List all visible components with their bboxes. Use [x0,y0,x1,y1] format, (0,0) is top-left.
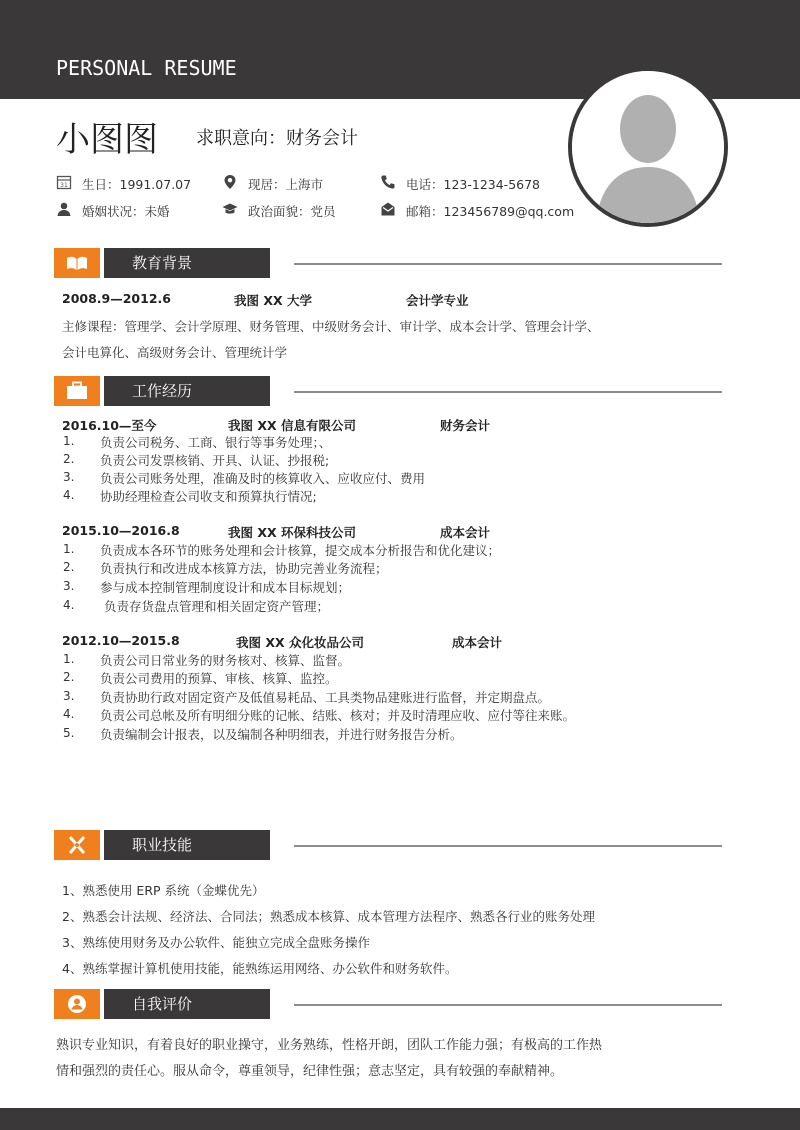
section-divider [294,1004,722,1006]
duty-number: 5. [63,726,75,740]
job-duty: 负责公司日常业务的财务核对、核算、监督。 [100,653,351,668]
job-duty: 负责公司总帐及所有明细分账的记帐、结账、核对；并及时清理应收、应付等往来账。 [100,708,576,723]
job-intent: 求职意向：财务会计 [196,128,358,149]
job-position: 财务会计 [440,418,491,433]
duty-number: 3. [63,579,75,593]
job-company: 我图 XX 众化妆品公司 [236,635,364,650]
self-evaluation-line-1: 熟识专业知识，有着良好的职业操守，业务熟练，性格开朗，团队工作能力强；有极高的工作热 [56,1038,603,1053]
duty-number: 1. [63,652,75,666]
job-duty: 负责存货盘点管理和相关固定资产管理； [104,599,330,614]
section-divider [294,845,722,847]
job-period: 2015.10—2016.8 [62,523,180,538]
person-silhouette-icon [572,71,724,223]
education-courses-line-1: 主修课程：管理学、会计学原理、财务管理、中级财务会计、审计学、成本会计学、管理会计学、 [62,319,600,334]
job-duty: 负责公司费用的预算、审核、核算、监控。 [100,671,338,686]
section-header-skills [54,830,722,860]
duty-number: 1. [63,434,75,448]
job-duty: 负责执行和改进成本核算方法，协助完善业务流程； [100,561,388,576]
job-duty: 负责成本各环节的账务处理和会计核算，提交成本分析报告和优化建议； [100,543,501,558]
duty-number: 4. [63,707,75,721]
job-company: 我图 XX 信息有限公司 [228,418,356,433]
skill-item: 4、熟练掌握计算机使用技能，能熟练运用网络、办公软件和财务软件。 [62,961,458,976]
mail-icon [380,201,396,217]
self-evaluation-line-2: 情和强烈的责任心。服从命令，尊重领导，纪律性强；意志坚定，具有较强的奉献精神。 [56,1064,564,1079]
section-divider [294,263,722,265]
job-duty: 参与成本控制管理制度设计和成本目标规划； [100,580,351,595]
resume-title: PERSONAL RESUME [56,56,237,80]
job-duty: 负责公司税务、工商、银行等事务处理；、 [100,435,332,450]
education-school: 我图 XX 大学 [234,293,312,308]
duty-number: 3. [63,689,75,703]
svg-text:31: 31 [60,182,68,189]
duty-number: 4. [63,488,75,502]
graduation-cap-icon [222,201,238,217]
job-company: 我图 XX 环保科技公司 [228,525,356,540]
avatar [568,67,728,227]
duty-number: 4. [63,598,75,612]
tools-icon [65,835,89,855]
job-duty: 负责公司发票核销、开具、认证、抄报税; [100,453,330,468]
section-title-work: 工作经历 [104,376,270,406]
user-icon [56,201,72,217]
job-duty: 负责公司账务处理，准确及时的核算收入、应收应付、费用 [100,471,426,486]
person-badge-icon [65,994,89,1014]
open-book-icon [65,253,89,273]
duty-number: 3. [63,470,75,484]
person-name: 小图图 [56,120,158,160]
section-title-education: 教育背景 [104,248,270,278]
education-period: 2008.9—2012.6 [62,291,171,306]
section-header-self-evaluation [54,989,722,1019]
job-period: 2012.10—2015.8 [62,633,180,648]
education-courses-line-2: 会计电算化、高级财务会计、管理统计学 [62,345,288,360]
job-duty: 负责协助行政对固定资产及低值易耗品、工具类物品建账进行监督，并定期盘点。 [100,690,551,705]
job-duty: 负责编制会计报表，以及编制各种明细表，并进行财务报告分析。 [100,727,463,742]
calendar-icon [56,174,72,190]
section-header-work [54,376,722,406]
job-position: 成本会计 [452,635,503,650]
footer-bar [0,1108,800,1130]
duty-number: 2. [63,452,75,466]
section-title-self-evaluation: 自我评价 [104,989,270,1019]
skill-item: 1、熟悉使用 ERP 系统（金蝶优先） [62,883,265,898]
duty-number: 1. [63,542,75,556]
job-period: 2016.10—至今 [62,418,157,433]
skill-item: 3、熟练使用财务及办公软件、能独立完成全盘账务操作 [62,935,370,950]
skill-item: 2、熟悉会计法规、经济法、合同法；熟悉成本核算、成本管理方法程序、熟悉各行业的账务处理 [62,909,595,924]
section-title-skills: 职业技能 [104,830,270,860]
job-duty: 协助经理检查公司收支和预算执行情况; [100,489,317,504]
duty-number: 2. [63,560,75,574]
briefcase-icon [65,381,89,401]
section-header-education [54,248,722,278]
education-major: 会计学专业 [406,293,469,308]
job-position: 成本会计 [440,525,491,540]
location-pin-icon [222,174,238,190]
phone-icon [380,174,396,190]
section-divider [294,391,722,393]
duty-number: 2. [63,670,75,684]
